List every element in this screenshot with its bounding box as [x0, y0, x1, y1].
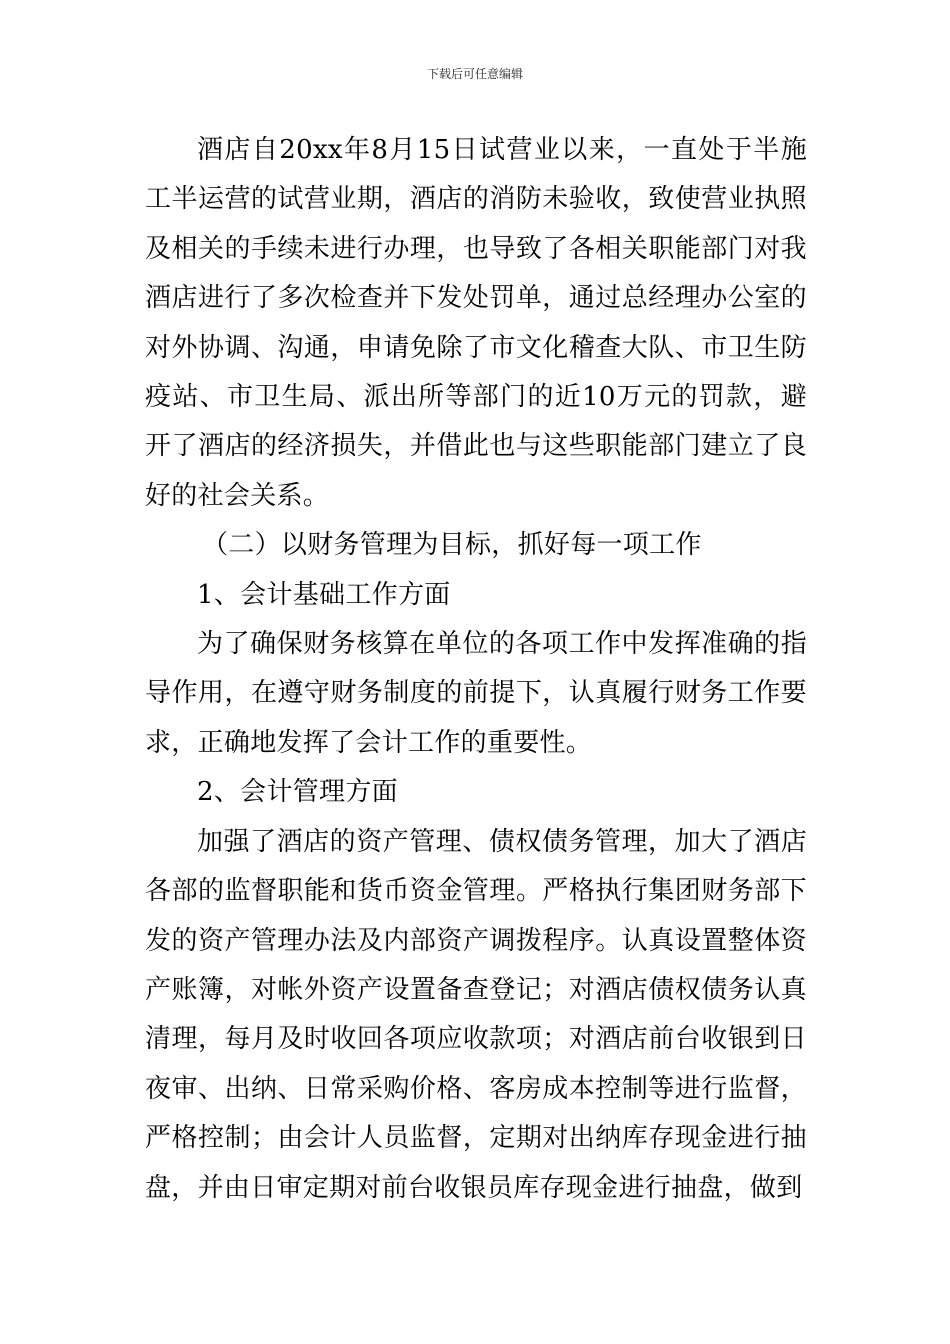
item-heading-accounting-management: 2、会计管理方面: [197, 777, 398, 808]
item-heading-accounting-basics: 1、会计基础工作方面: [197, 579, 451, 610]
document-body: [145, 126, 807, 1213]
paragraph-accounting-management: 加强了酒店的资产管理、债权债务管理，加大了酒店各部的监督职能和货币资金管理。严格执行集团财务部下发的资产管理办法及内部资产调拨程序。认真设置整体资产账簿，对帐外资产设置备查登记；对酒店债权债务认真清理，每月及时收回各项应收款项；对酒店前台收银到日夜审、出纳、日常采购价格、客房成本控制等进行监督，严格控制；由会计人员监督，定期对出纳库存现金进行抽盘，并由日审定期对前台收银员库存现金进行抽盘，做到: [145, 826, 807, 1203]
section-heading-finance-management: （二）以财务管理为目标，抓好每一项工作: [202, 530, 702, 561]
paragraph-trial-operation: 酒店自20xx年8月15日试营业以来，一直处于半施工半运营的试营业期，酒店的消防未验收，致使营业执照及相关的手续未进行办理，也导致了各相关职能部门对我酒店进行了多次检查并下发处罚单，通过总经理办公室的对外协调、沟通，申请免除了市文化稽查大队、市卫生防疫站、市卫生局、派出所等部门的近10万元的罚款，避开了酒店的经济损失，并借此也与这些职能部门建立了良好的社会关系。: [145, 135, 807, 511]
page-header-note: 下载后可任意编辑: [426, 67, 523, 81]
paragraph-accounting-basics: 为了确保财务核算在单位的各项工作中发挥准确的指导作用，在遵守财务制度的前提下，认真履行财务工作要求，正确地发挥了会计工作的重要性。: [145, 629, 807, 758]
